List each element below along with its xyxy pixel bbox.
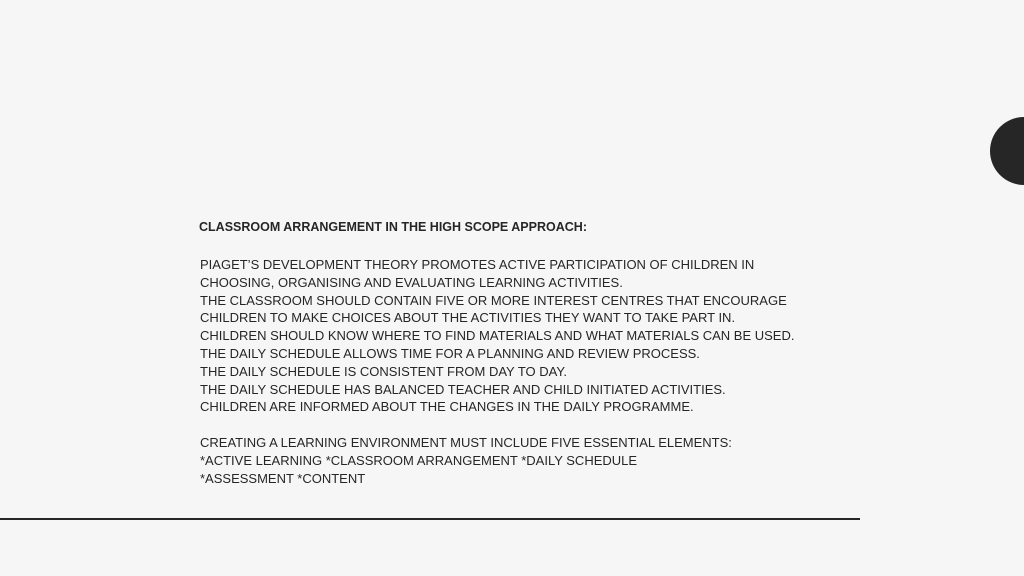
body-line: PIAGET’S DEVELOPMENT THEORY PROMOTES ACTIVE PARTICIPATION OF CHILDREN IN (200, 257, 755, 272)
body-line: THE DAILY SCHEDULE ALLOWS TIME FOR A PLANNING AND REVIEW PROCESS. (200, 345, 700, 361)
body-line: THE DAILY SCHEDULE IS CONSISTENT FROM DAY TO DAY. (200, 363, 567, 379)
body-line: *ACTIVE LEARNING *CLASSROOM ARRANGEMENT *DAILY SCHEDULE (200, 452, 638, 468)
bottom-divider (0, 518, 860, 520)
body-line: CREATING A LEARNING ENVIRONMENT MUST INCLUDE FIVE ESSENTIAL ELEMENTS: (200, 434, 732, 450)
body-line: *ASSESSMENT *CONTENT (200, 470, 366, 486)
body-line: THE DAILY SCHEDULE HAS BALANCED TEACHER AND CHILD INITIATED ACTIVITIES. (200, 381, 726, 397)
body-line: CHILDREN ARE INFORMED ABOUT THE CHANGES IN THE DAILY PROGRAMME. (200, 399, 694, 415)
slide-body (200, 256, 860, 487)
body-line: CHILDREN TO MAKE CHOICES ABOUT THE ACTIVITIES THEY WANT TO TAKE PART IN. (200, 310, 736, 326)
slide-title: CLASSROOM ARRANGEMENT IN THE HIGH SCOPE APPROACH: (199, 220, 587, 234)
body-line: CHILDREN SHOULD KNOW WHERE TO FIND MATERIALS AND WHAT MATERIALS CAN BE USED. (200, 328, 795, 344)
decorative-circle (990, 117, 1024, 185)
paragraph-gap (200, 416, 860, 434)
body-line: THE CLASSROOM SHOULD CONTAIN FIVE OR MORE INTEREST CENTRES THAT ENCOURAGE (200, 292, 787, 308)
body-line: CHOOSING, ORGANISING AND EVALUATING LEARNING ACTIVITIES. (200, 274, 623, 290)
